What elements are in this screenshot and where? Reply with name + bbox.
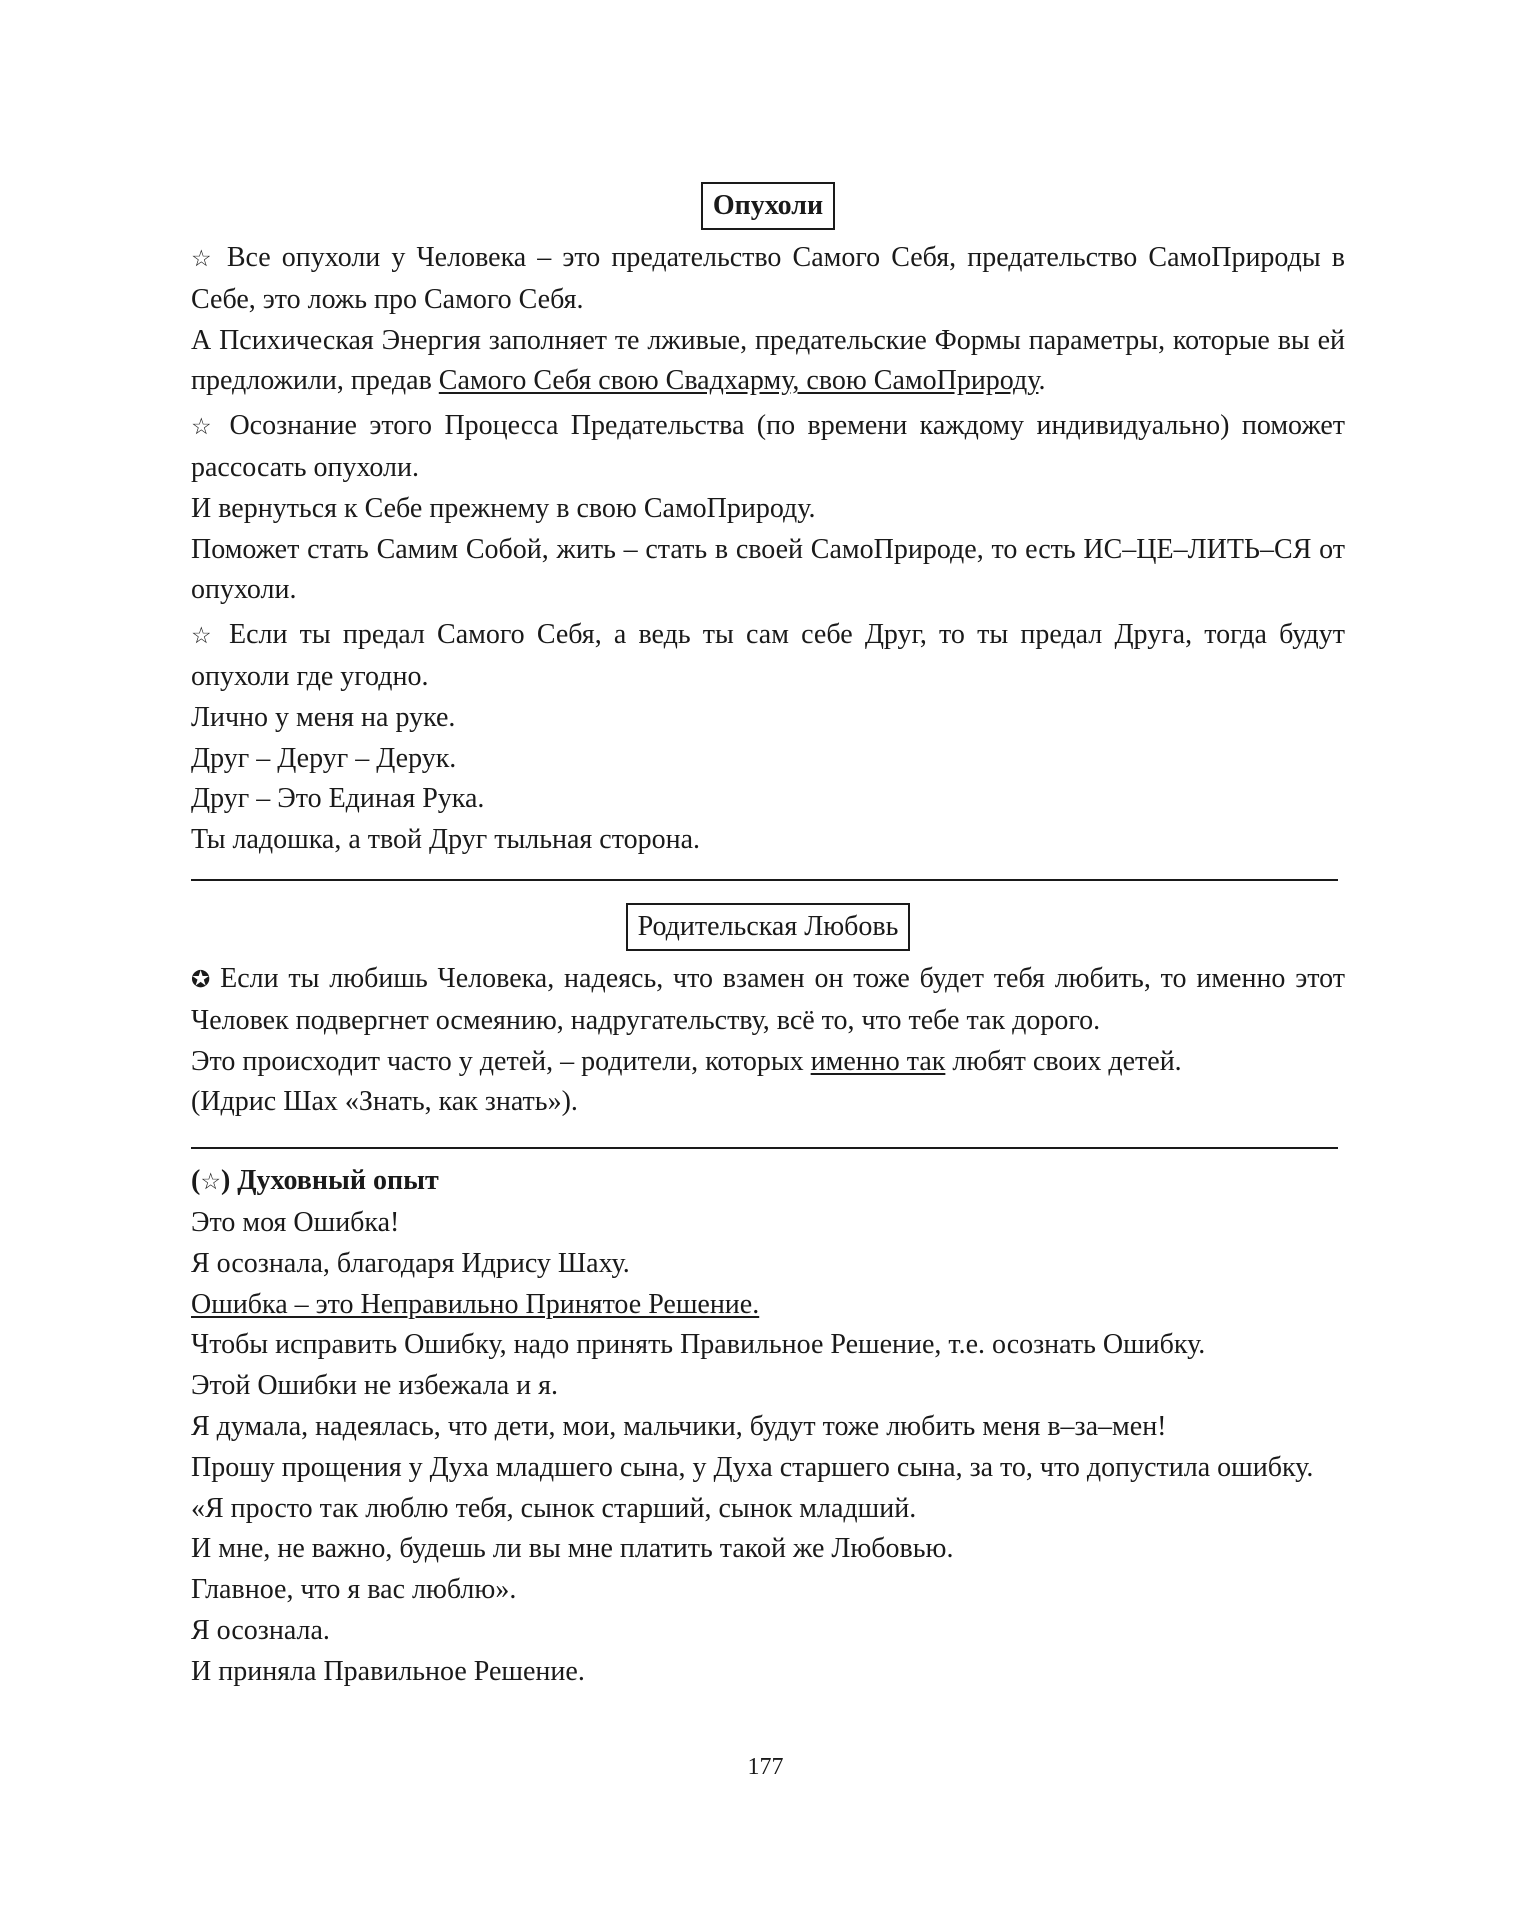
section-title-wrap: [191, 903, 1345, 959]
star-icon: ☆: [191, 246, 216, 272]
paragraph: Я думала, надеялась, что дети, мои, мальчики, будут тоже любить меня в–за–мен!: [191, 1410, 1167, 1442]
paragraph: ☆ Если ты предал Самого Себя, а ведь ты сам себе Друг, то ты предал Друга, тогда будут опухоли где угодно.: [191, 619, 1346, 692]
star-icon: ☆: [191, 623, 217, 650]
paragraph: И вернуться к Себе прежнему в свою СамоПрироду.: [191, 492, 816, 524]
circled-star-icon: ✪: [191, 966, 211, 993]
paragraph: И приняла Правильное Решение.: [191, 1655, 585, 1687]
paragraph: И мне, не важно, будешь ли вы мне платить такой же Любовью.: [191, 1533, 954, 1565]
paragraph: [191, 1285, 1345, 1326]
section-heading-spiritual-experience: (☆) Духовный опыт: [191, 1165, 439, 1197]
paragraph: Поможет стать Самим Собой, жить – стать в своей СамоПрироде, то есть ИС–ЦЕ–ЛИТЬ–СЯ от опухоли.: [191, 533, 1345, 606]
section-title-parental-love: Родительская Любовь: [626, 903, 911, 951]
section-title-wrap: [191, 182, 1345, 238]
paragraph: Это происходит часто у детей, – родители, которых именно так любят своих детей.: [191, 1045, 1182, 1077]
paragraph: ☆ Осознание этого Процесса Предательства (по времени каждому индивидуально) поможет рассосать опухоли.: [191, 410, 1345, 483]
paragraph: ✪ Если ты любишь Человека, надеясь, что взамен он тоже будет тебя любить, то именно этот Человек подвергнет осмеянию, надругательству, всё то, что тебе так дорого.: [191, 962, 1345, 1036]
underlined-text: Ошибка – это Неправильно Принятое Решение.: [191, 1288, 760, 1320]
section-divider: [191, 879, 1338, 881]
paragraph: (Идрис Шах «Знать, как знать»).: [191, 1086, 578, 1118]
paragraph: Я осознала, благодаря Идрису Шаху.: [191, 1247, 630, 1279]
star-icon: ☆: [191, 414, 218, 441]
underlined-text: Самого Себя свою Свадхарму, свою СамоПрироду: [438, 365, 1039, 397]
star-icon: ☆: [200, 1169, 221, 1196]
paragraph: Друг – Это Единая Рука.: [191, 783, 485, 815]
paragraph: Это моя Ошибка!: [191, 1206, 400, 1238]
paragraph: Прошу прощения у Духа младшего сына, у Духа старшего сына, за то, что допустила ошибку.: [191, 1451, 1314, 1483]
section-title-tumors: Опухоли: [701, 182, 835, 230]
paragraph: Главное, что я вас люблю».: [191, 1574, 517, 1606]
section-divider: [191, 1147, 1338, 1149]
page-number: 177: [747, 1754, 784, 1780]
paragraph: Лично у меня на руке.: [191, 701, 456, 733]
paragraph: ☆ Все опухоли у Человека – это предательство Самого Себя, предательство СамоПрироды в Себе, это ложь про Самого Себя.: [191, 242, 1345, 315]
paragraph: А Психическая Энергия заполняет те лживые, предательские Формы параметры, которые вы ей предложили, предав Самого Себя свою Свадхарму, свою СамоПрироду.: [191, 324, 1345, 397]
page-body: [191, 182, 1345, 1693]
paragraph: Я осознала.: [191, 1614, 330, 1646]
paragraph: Чтобы исправить Ошибку, надо принять Правильное Решение, т.е. осознать Ошибку.: [191, 1329, 1206, 1361]
paragraph: Ты ладошка, а твой Друг тыльная сторона.: [191, 824, 701, 856]
underlined-text: именно так: [810, 1045, 946, 1077]
paragraph: «Я просто так люблю тебя, сынок старший, сынок младший.: [191, 1492, 917, 1524]
paragraph: Этой Ошибки не избежала и я.: [191, 1370, 558, 1402]
paragraph: Друг – Деруг – Дерук.: [191, 742, 457, 774]
